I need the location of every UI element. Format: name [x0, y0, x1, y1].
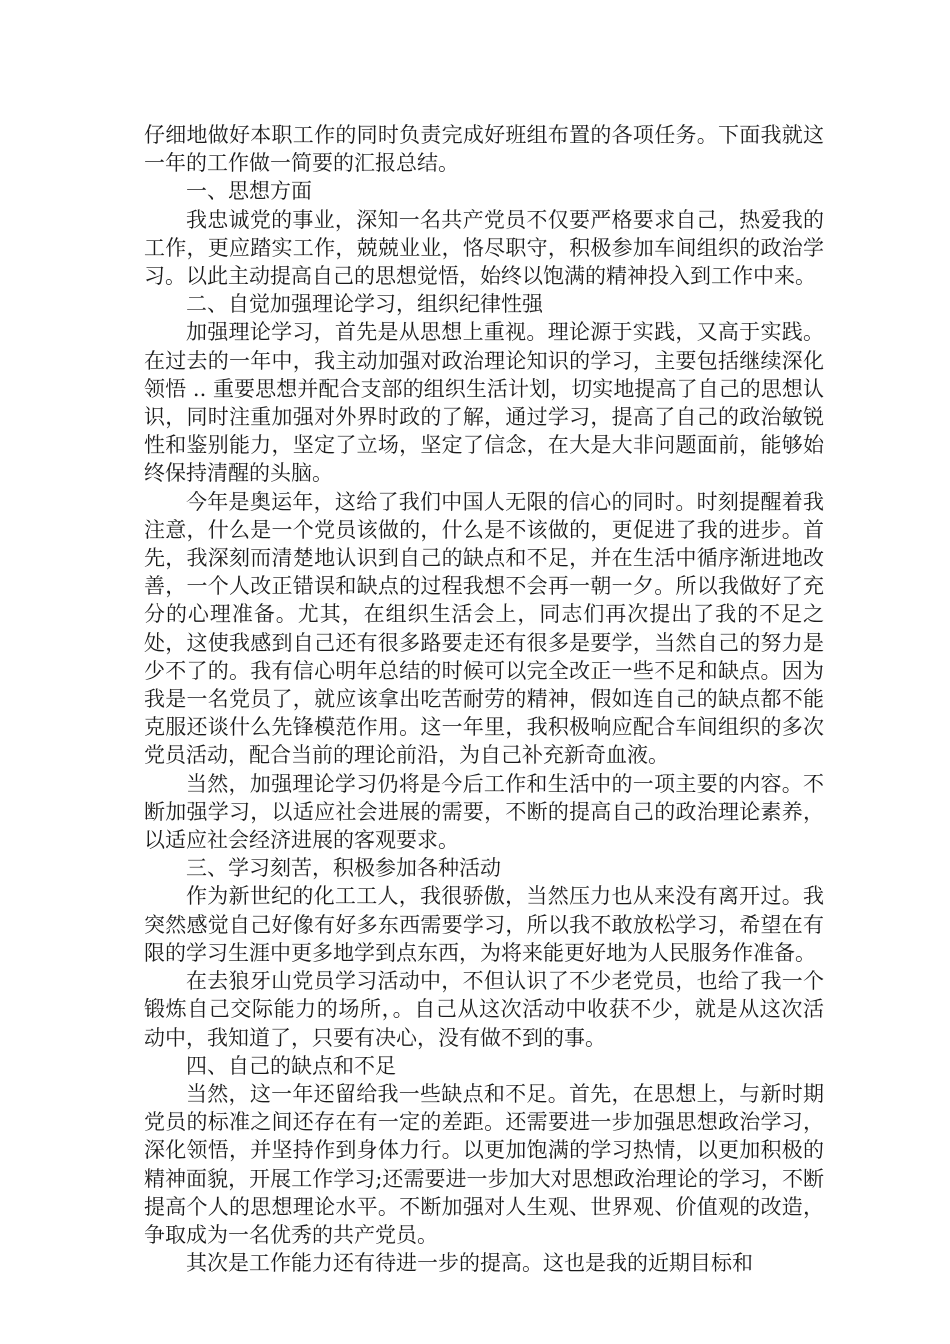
paragraph: 作为新世纪的化工工人，我很骄傲，当然压力也从来没有离开过。我突然感觉自己好像有好多东西需要学习，所以我不敢放松学习，希望在有限的学习生涯中更多地学到点东西，为将来能更好地为人民服务作准备。 [144, 884, 824, 965]
paragraph: 我忠诚党的事业，深知一名共产党员不仅要严格要求自己，热爱我的工作，更应踏实工作，兢兢业业，恪尽职守，积极参加车间组织的政治学习。以此主动提高自己的思想觉悟，始终以饱满的精神投入到工作中来。 [144, 207, 824, 289]
paragraph-intro: 仔细地做好本职工作的同时负责完成好班组布置的各项任务。下面我就这一年的工作做一简要的汇报总结。 [144, 123, 824, 176]
section-heading-1: 一、思想方面 [186, 179, 312, 204]
paragraph: 当然，这一年还留给我一些缺点和不足。首先，在思想上，与新时期党员的标准之间还存在有一定的差距。还需要进一步加强思想政治学习，深化领悟，并坚持作到身体力行。以更加饱满的学习热情，以更加积极的精神面貌，开展工作学习;还需要进一步加大对思想政治理论的学习，不断提高个人的思想理论水平。不断加强对人生观、世界观、价值观的改造，争取成为一名优秀的共产党员。 [144, 1081, 824, 1247]
section-heading-4: 四、自己的缺点和不足 [186, 1053, 396, 1078]
document-body [144, 121, 824, 1277]
section-heading-2: 二、自觉加强理论学习，组织纪律性强 [186, 292, 543, 317]
paragraph: 加强理论学习，首先是从思想上重视。理论源于实践，又高于实践。在过去的一年中，我主动加强对政治理论知识的学习，主要包括继续深化领悟 .. 重要思想并配合支部的组织生活计划，切实地提高了自己的思想认识，同时注重加强对外界时政的了解，通过学习，提高了自己的政治敏锐性和鉴别能力，坚定了立场，坚定了信念，在大是大非问题面前，能够始终保持清醒的头脑。 [144, 320, 824, 486]
section-heading-3: 三、学习刻苦，积极参加各种活动 [186, 856, 501, 881]
paragraph: 今年是奥运年，这给了我们中国人无限的信心的同时。时刻提醒着我注意，什么是一个党员该做的，什么是不该做的，更促进了我的进步。首先，我深刻而清楚地认识到自己的缺点和不足，并在生活中循序渐进地改善，一个人改正错误和缺点的过程我想不会再一朝一夕。所以我做好了充分的心理准备。尤其，在组织生活会上，同志们再次提出了我的不足之处，这使我感到自己还有很多路要走还有很多是要学，当然自己的努力是少不了的。我有信心明年总结的时候可以完全改正一些不足和缺点。因为我是一名党员了，就应该拿出吃苦耐劳的精神，假如连自己的缺点都不能克服还谈什么先锋模范作用。这一年里，我积极响应配合车间组织的多次党员活动，配合当前的理论前沿，为自己补充新奇血液。 [144, 489, 824, 768]
paragraph: 当然，加强理论学习仍将是今后工作和生活中的一项主要的内容。不断加强学习，以适应社会进展的需要，不断的提高自己的政治理论素养，以适应社会经济进展的客观要求。 [144, 771, 824, 853]
paragraph: 其次是工作能力还有待进一步的提高。这也是我的近期目标和 [186, 1251, 753, 1276]
paragraph: 在去狼牙山党员学习活动中，不但认识了不少老党员，也给了我一个锻炼自己交际能力的场所，。自己从这次活动中收获不少，就是从这次活动中，我知道了，只要有决心，没有做不到的事。 [144, 969, 824, 1050]
